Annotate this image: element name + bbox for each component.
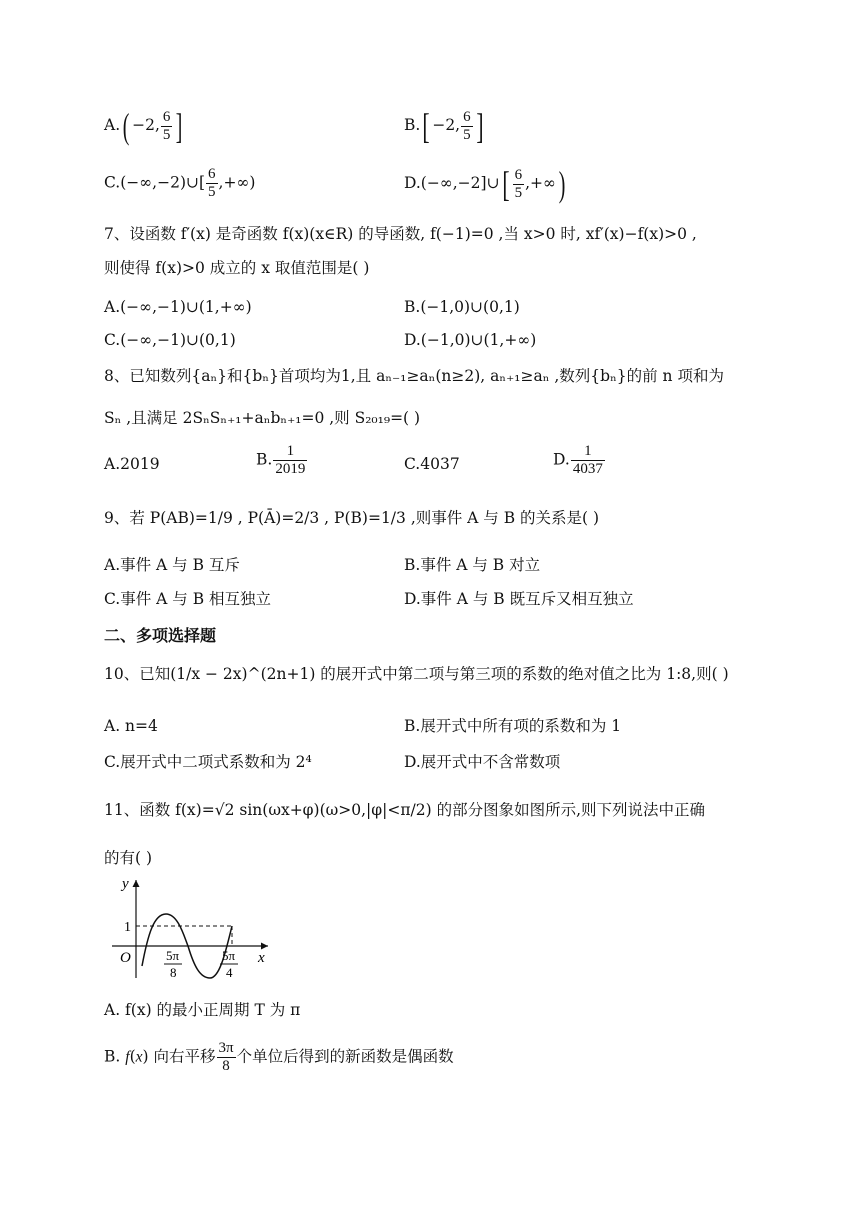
q11-option-b: B. f(x) 向右平移 $\frac{3\pi}{8}$ 个单位后得到的新函数是偶函数 <box>104 1040 454 1074</box>
q7-option-d: D.(−1,0)∪(1,+∞) <box>404 331 537 349</box>
q8-stem-line1: 8、已知数列{aₙ}和{bₙ}首项均为1,且 aₙ₋₁≥aₙ(n≥2), aₙ₊₁≥aₙ ,数列{bₙ}的前 n 项和为 <box>104 367 724 385</box>
q7-stem-line1: 7、设函数 f′(x) 是奇函数 f(x)(x∈R) 的导函数, f(−1)=0 ,当 x>0 时, xf′(x)−f(x)>0 , <box>104 225 697 243</box>
q6-option-d: D.(−∞,−2]∪[ $\frac{6}{5}$ ,+∞) <box>404 164 566 204</box>
one-label: 1 <box>124 920 131 935</box>
q7-option-b: B.(−1,0)∪(0,1) <box>404 298 520 316</box>
q7-stem-line2: 则使得 f(x)>0 成立的 x 取值范围是( ) <box>104 259 370 277</box>
y-label: y <box>122 876 129 892</box>
q9-option-d: D.事件 A 与 B 既互斥又相互独立 <box>404 590 634 608</box>
q11-stem-line1: 11、函数 f(x)=√2 sin(ωx+φ)(ω>0,|φ|<π/2) 的部分图象如图所示,则下列说法中正确 <box>104 801 706 819</box>
q10-option-a: A. n=4 <box>104 717 158 735</box>
q10-option-c: C.展开式中二项式系数和为 2⁴ <box>104 753 312 771</box>
q9-option-c: C.事件 A 与 B 相互独立 <box>104 590 272 608</box>
q8-stem-line2: Sₙ ,且满足 2SₙSₙ₊₁+aₙbₙ₊₁=0 ,则 S₂₀₁₉=( ) <box>104 409 421 427</box>
q10-option-d: D.展开式中不含常数项 <box>404 753 561 771</box>
q8-option-c: C.4037 <box>404 455 460 473</box>
section-title: 二、多项选择题 <box>104 626 217 645</box>
tick2-num: 5π <box>222 948 236 963</box>
q9-option-a: A.事件 A 与 B 互斥 <box>104 556 240 574</box>
q11-graph <box>108 874 288 984</box>
q8-option-d: D. $\frac{1}{4037}$ <box>553 443 603 477</box>
origin-label: O <box>120 950 131 966</box>
q6-option-a: A.( −2, $\frac{6}{5}$ ] <box>104 106 183 146</box>
q7-option-c: C.(−∞,−1)∪(0,1) <box>104 331 236 349</box>
q9-stem: 9、若 P(AB)=1/9 , P(Ā)=2/3 , P(B)=1/3 ,则事件 A 与 B 的关系是( ) <box>104 509 600 527</box>
q9-option-b: B.事件 A 与 B 对立 <box>404 556 541 574</box>
q10-option-b: B.展开式中所有项的系数和为 1 <box>404 717 622 735</box>
tick2-den: 4 <box>226 965 233 980</box>
x-label: x <box>258 950 265 966</box>
q6-option-c: C.(−∞,−2)∪[ $\frac{6}{5}$ ,+∞) <box>104 166 256 200</box>
q8-option-a: A.2019 <box>104 455 160 473</box>
tick1-num: 5π <box>166 948 180 963</box>
q6-option-b: B.[ −2, $\frac{6}{5}$ ] <box>404 106 484 146</box>
q7-option-a: A.(−∞,−1)∪(1,+∞) <box>104 298 252 316</box>
q11-option-a: A. f(x) 的最小正周期 T 为 π <box>104 1001 301 1019</box>
q8-option-b: B. $\frac{1}{2019}$ <box>256 443 306 477</box>
q11-stem-line2: 的有( ) <box>104 849 153 867</box>
tick1-den: 8 <box>170 965 177 980</box>
q10-stem: 10、已知(1/x − 2x)^(2n+1) 的展开式中第二项与第三项的系数的绝对值之比为 1:8,则( ) <box>104 665 729 683</box>
